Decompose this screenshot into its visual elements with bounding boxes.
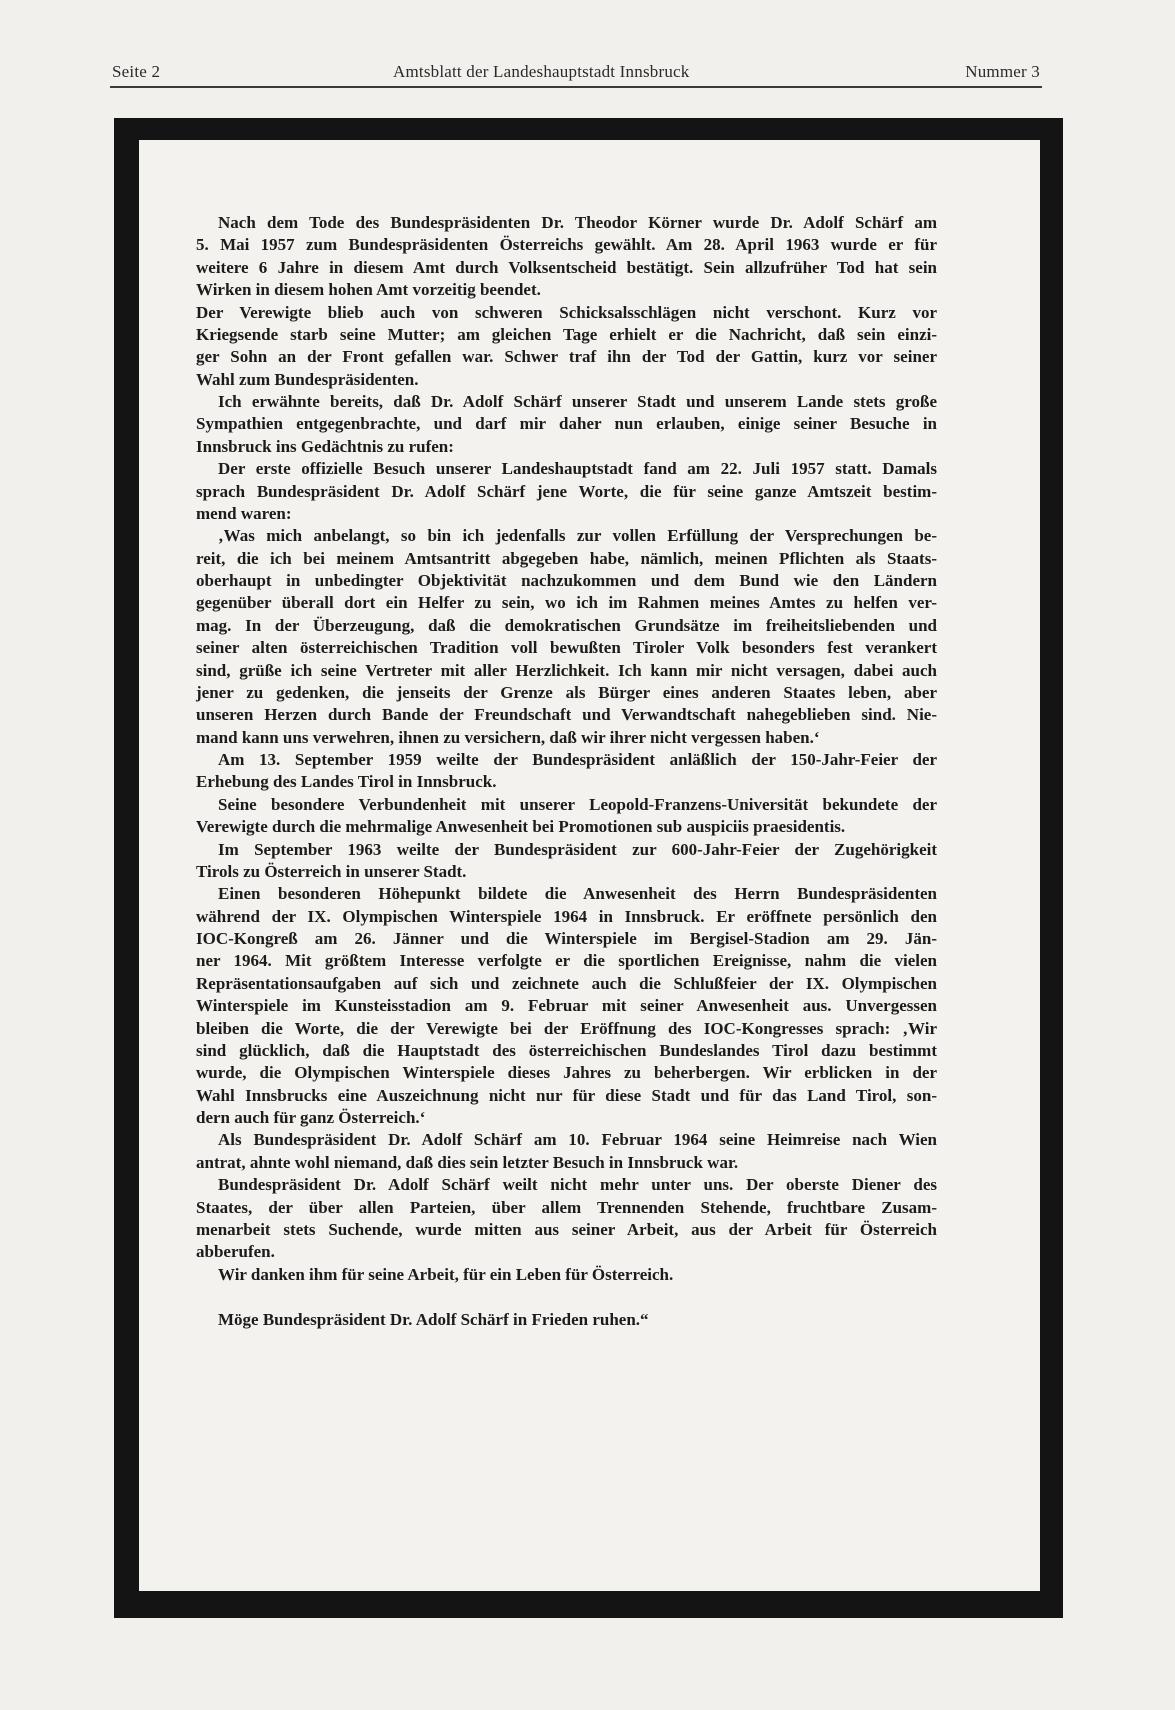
text-line: mend waren: — [196, 503, 292, 523]
page-number: Seite 2 — [112, 62, 161, 81]
text-line: Am 13. September 1959 weilte der Bundespräsident anläßlich der 150-Jahr-Feier der — [218, 750, 937, 769]
quotation-paragraph — [196, 525, 937, 749]
text-line: ‚Was mich anbelangt, so bin ich jedenfalls zur vollen Erfüllung der Versprechungen be- — [218, 526, 937, 546]
text-line: seiner alten österreichischen Tradition voll bewußten Tiroler Volk besonders fest verankert — [196, 638, 937, 658]
text-line: sprach Bundespräsident Dr. Adolf Schärf jene Worte, die für seine ganze Amtszeit bestim- — [196, 481, 937, 501]
text-line: wurde, die Olympischen Winterspiele dieses Jahres zu beherbergen. Wir erblicken in der — [196, 1063, 937, 1083]
text-line: Der Verewigte blieb auch von schweren Schicksalsschlägen nicht verschont. Kurz vor — [196, 302, 937, 322]
text-line: mag. In der Überzeugung, daß die demokratischen Grundsätze im freiheitsliebenden und — [196, 615, 937, 635]
paragraph — [196, 1129, 937, 1174]
text-line: während der IX. Olympischen Winterspiele 1964 in Innsbruck. Er eröffnete persönlich den — [196, 906, 937, 926]
paragraph — [196, 302, 937, 392]
paragraph — [196, 794, 937, 839]
text-line: Tirols zu Österreich in unserer Stadt. — [196, 861, 467, 881]
text-line: unseren Herzen durch Bande der Freundschaft und Verwandtschaft nahegeblieben sind. Nie- — [196, 705, 937, 725]
text-line: gegenüber überall dort ein Helfer zu sein, wo ich im Rahmen meines Amtes zu helfen ver- — [196, 593, 937, 613]
text-line: Wir danken ihm für seine Arbeit, für ein Leben für Österreich. — [218, 1264, 674, 1284]
text-line: Wirken in diesem hohen Amt vorzeitig beendet. — [196, 280, 541, 300]
text-line: reit, die ich bei meinem Amtsantritt abgegeben habe, nämlich, meinen Pflichten als Staats- — [196, 548, 937, 568]
text-line: Als Bundespräsident Dr. Adolf Schärf am 10. Februar 1964 seine Heimreise nach Wien — [218, 1130, 937, 1150]
text-line: Staates, der über allen Parteien, über allem Trennenden Stehende, fruchtbare Zusam- — [196, 1197, 937, 1217]
paragraph — [196, 458, 937, 525]
text-line: Wahl zum Bundespräsidenten. — [196, 369, 419, 389]
text-line: bleiben die Worte, die der Verewigte bei der Eröffnung des IOC-Kongresses sprach: ‚Wir — [196, 1018, 937, 1038]
text-line: Nach dem Tode des Bundespräsidenten Dr. Theodor Körner wurde Dr. Adolf Schärf am — [218, 213, 937, 232]
text-line: ger Sohn an der Front gefallen war. Schwer traf ihn der Tod der Gattin, kurz vor seiner — [196, 347, 937, 367]
text-line: Sympathien entgegenbrachte, und darf mir daher nun erlauben, einige seiner Besuche in — [196, 414, 937, 434]
issue-number: Nummer 3 — [965, 62, 1040, 81]
paragraph — [196, 1174, 937, 1264]
text-line: Winterspiele im Kunsteisstadion am 9. Februar mit seiner Anwesenheit aus. Unvergessen — [196, 996, 937, 1016]
header-rule — [110, 86, 1042, 88]
text-line: Kriegsende starb seine Mutter; am gleichen Tage erhielt er die Nachricht, daß sein einzi- — [196, 324, 937, 344]
paragraph — [196, 749, 937, 794]
paragraph — [196, 883, 937, 1129]
text-line: abberufen. — [196, 1242, 275, 1262]
text-line: sind, grüße ich seine Vertreter mit aller Herzlichkeit. Ich kann mir nicht versagen, dabei auch — [196, 660, 937, 680]
text-line: menarbeit stets Suchende, wurde mitten aus seiner Arbeit, aus der Arbeit für Österreich — [196, 1219, 937, 1239]
paragraph — [196, 1264, 937, 1286]
text-line: Der erste offizielle Besuch unserer Landeshauptstadt fand am 22. Juli 1957 statt. Damals — [218, 459, 937, 479]
text-line: oberhaupt in unbedingter Objektivität nachzukommen und dem Bund wie den Ländern — [196, 571, 937, 590]
text-line: sind glücklich, daß die Hauptstadt des österreichischen Bundeslandes Tirol dazu bestimmt — [196, 1040, 937, 1060]
text-line: IOC-Kongreß am 26. Jänner und die Winterspiele im Bergisel-Stadion am 29. Jän- — [196, 929, 937, 948]
closing-line: Möge Bundespräsident Dr. Adolf Schärf in Frieden ruhen.“ — [218, 1310, 649, 1329]
text-line: jener zu gedenken, die jenseits der Grenze als Bürger eines anderen Staates leben, aber — [196, 682, 937, 702]
text-line: Einen besonderen Höhepunkt bildete die Anwesenheit des Herrn Bundespräsidenten — [218, 884, 937, 904]
text-line: weitere 6 Jahre in diesem Amt durch Volksentscheid bestätigt. Sein allzufrüher Tod hat sein — [196, 257, 937, 277]
paragraph — [196, 212, 937, 302]
text-line: Innsbruck ins Gedächtnis zu rufen: — [196, 436, 454, 456]
text-line: Repräsentationsaufgaben auf sich und zeichnete auch die Schlußfeier der IX. Olympischen — [196, 973, 937, 993]
paragraph — [196, 391, 937, 458]
text-line: Wahl Innsbrucks eine Auszeichnung nicht nur für diese Stadt und für das Land Tirol, son- — [196, 1085, 937, 1105]
text-line: Im September 1963 weilte der Bundespräsident zur 600-Jahr-Feier der Zugehörigkeit — [218, 839, 937, 859]
text-line: dern auch für ganz Österreich.‘ — [196, 1108, 426, 1127]
text-line: 5. Mai 1957 zum Bundespräsidenten Österreichs gewählt. Am 28. April 1963 wurde er für — [196, 235, 937, 255]
paragraph — [196, 839, 937, 884]
text-line: mand kann uns verwehren, ihnen zu versichern, daß wir ihrer nicht vergessen haben.‘ — [196, 727, 820, 747]
text-line: Ich erwähnte bereits, daß Dr. Adolf Schärf unserer Stadt und unserem Lande stets große — [218, 392, 937, 411]
text-line: ner 1964. Mit größtem Interesse verfolgte er die sportlichen Ereignisse, nahm die vielen — [196, 951, 937, 971]
text-line: Seine besondere Verbundenheit mit unserer Leopold-Franzens-Universität bekundete der — [218, 794, 937, 814]
text-line: Bundespräsident Dr. Adolf Schärf weilt nicht mehr unter uns. Der oberste Diener des — [218, 1175, 937, 1195]
obituary-text — [196, 212, 937, 1331]
publication-title: Amtsblatt der Landeshauptstadt Innsbruck — [393, 62, 690, 81]
text-line: antrat, ahnte wohl niemand, daß dies sein letzter Besuch in Innsbruck war. — [196, 1152, 739, 1172]
text-line: Verewigte durch die mehrmalige Anwesenheit bei Promotionen sub auspiciis praesidentis. — [196, 817, 846, 837]
text-line: Erhebung des Landes Tirol in Innsbruck. — [196, 772, 497, 792]
